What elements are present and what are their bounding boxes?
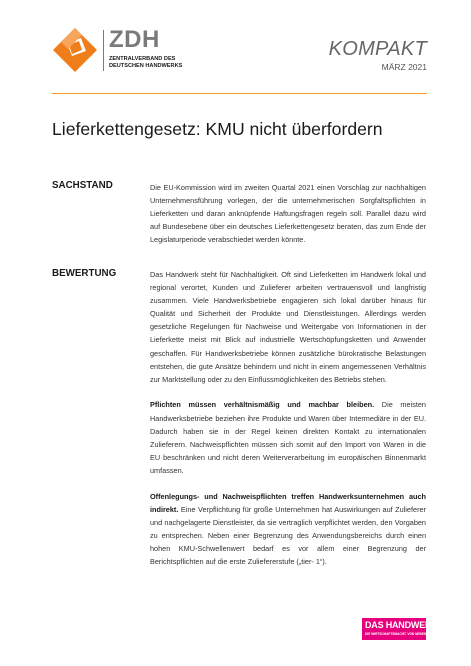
- sachstand-paragraph: Die EU-Kommission wird im zweiten Quartal 2021 einen Vorschlag zur nachhaltigen Unternehmensführung vorlegen, der die unternehmerischen Sorgfaltspflichten in Lieferketten und daran anknüpfende Haftungsfragen regeln soll. Parallel dazu wird auf Bundesebene über ein deutsches Lieferkettengesetz beraten, das zum Ende der Legislaturperiode verabschiedet werden könnte.: [150, 183, 426, 245]
- zdh-logo: [52, 27, 202, 77]
- section-label-bewertung: BEWERTUNG: [52, 268, 117, 279]
- publication-title: KOMPAKT: [328, 38, 427, 60]
- section-text-bewertung: [150, 268, 426, 568]
- bewertung-paragraph-3-body: Eine Verpflichtung für große Unternehmen hat Auswirkungen auf Zulieferer und nachgelagerte Dienstleister, da sie vertraglich verpflichtet werden, den Vorgaben zu entsprechen. Neben einer Begrenzung des Anwendungsbereichs durch einen hohen KMU-Schwellenwert bedarf es vor allem einer Begrenzung der Berichtspflichten auf die erste Zuliefererstufe („tier- 1“).: [150, 504, 426, 567]
- logo-organization-name: [109, 56, 219, 69]
- logo-divider: [103, 30, 104, 71]
- bewertung-paragraph-2-lead: Pflichten müssen verhältnismäßig und machbar bleiben.: [150, 400, 375, 410]
- page-title: Lieferkettengesetz: KMU nicht überfordern: [52, 119, 383, 139]
- logo-name-line-1: ZENTRALVERBAND DES: [109, 56, 176, 62]
- footer-logo-main: DAS HANDWERK: [365, 620, 438, 630]
- bewertung-paragraph-2: [150, 398, 426, 477]
- publication-date: MÄRZ 2021: [381, 62, 427, 72]
- section-label-sachstand: SACHSTAND: [52, 180, 113, 191]
- bewertung-paragraph-1: Das Handwerk steht für Nachhaltigkeit. Oft sind Lieferketten im Handwerk lokal und regional verortet, Kunden und Zulieferer arbeiten vertrauensvoll und langfristig zusammen. Viele Handwerksbetriebe engagieren sich lokal darüber hinaus für Qualität und Sicherheit der Produkte und Dienstleistungen. Allerdings werden gesetzliche Regelungen für Nachweise und Weitergabe von Informationen in der Lieferkette meist mit Blick auf industrielle Wertschöpfungsketten und Anwender geschaffen. Für Handwerksbetriebe können zusätzliche bürokratische Belastungen entstehen, die gute Ansätze behindern und nicht in einem angemessenen Verhältnis zur Marktstellung oder zu den Einflussmöglichkeiten des Betriebs stehen.: [150, 270, 426, 384]
- logo-abbreviation: ZDH: [109, 26, 160, 53]
- zdh-logo-mark-icon: [52, 27, 98, 73]
- bewertung-paragraph-3: [150, 490, 426, 569]
- logo-name-line-2: DEUTSCHEN HANDWERKS: [109, 62, 183, 69]
- section-text-sachstand: [150, 181, 426, 246]
- bewertung-paragraph-2-body: Die meisten Handwerksbetriebe beziehen ihre Produkte und Waren über Intermediäre in der EU. Dadurch haben sie in der Regel keinen direkten Kontakt zu internationalen Zulieferern. Nachweispflichten müssen sich somit auf den Import von Waren in die EU beschränken und nicht deren Weiterverarbeitung im europäischen Binnenmarkt umfassen.: [150, 400, 426, 475]
- bewertung-paragraph-3-lead: Offenlegungs- und Nachweispflichten treffen Handwerksunternehmen auch indirekt.: [150, 491, 426, 514]
- header-divider: [52, 93, 427, 94]
- das-handwerk-logo: [362, 618, 438, 640]
- footer-logo-tagline: DIE WIRTSCHAFTSMACHT. VON NEBENAN.: [365, 632, 432, 636]
